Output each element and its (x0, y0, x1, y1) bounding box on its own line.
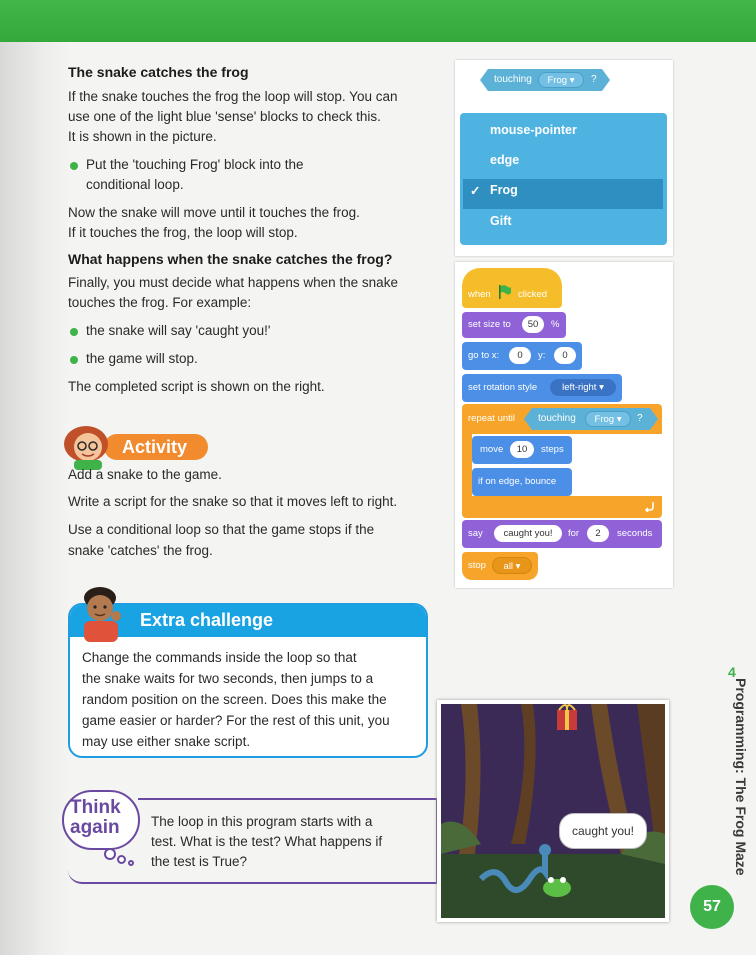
seconds-label: seconds (617, 528, 653, 539)
paragraph-line: If it touches the frog, the loop will stop. (68, 225, 298, 240)
thought-dot-icon (104, 848, 116, 860)
touching-dropdown[interactable]: Frog ▾ (538, 72, 584, 88)
paragraph-line: Now the snake will move until it touches the frog. (68, 205, 360, 220)
think-line: test. What is the test? What happens if (151, 834, 383, 849)
rotation-label: set rotation style (468, 382, 538, 393)
say-label: say (468, 528, 483, 539)
extra-challenge-body (82, 647, 417, 752)
heading-what-happens: What happens when the snake catches the frog? (68, 251, 393, 267)
activity-line: Write a script for the snake so that it moves left to right. (68, 494, 398, 509)
menu-item-frog[interactable]: Frog (490, 183, 518, 197)
set-size-label: set size to (468, 319, 511, 330)
think-word: Think (70, 797, 121, 818)
goto-label: go to x: (468, 350, 500, 361)
bullet-dot (70, 162, 78, 170)
repeat-until-foot (462, 496, 662, 518)
forest-scene (441, 704, 665, 918)
stop-dropdown[interactable]: all ▾ (492, 557, 532, 574)
green-flag-icon (498, 284, 512, 300)
paragraph-line: touches the frog. For example: (68, 295, 252, 310)
girl-avatar-icon (56, 420, 116, 470)
page-gutter (0, 0, 70, 955)
extra-line: random position on the screen. Does this make the (82, 692, 387, 707)
y-input[interactable]: 0 (554, 347, 576, 364)
menu-item-gift[interactable]: Gift (490, 214, 512, 228)
paragraph-line: The completed script is shown on the right. (68, 379, 325, 394)
page-number: 57 (690, 885, 734, 929)
paragraph-line: Finally, you must decide what happens when the snake (68, 275, 398, 290)
thought-dot-icon (128, 860, 134, 866)
thought-dot-icon (117, 855, 126, 864)
check-icon: ✓ (470, 184, 481, 198)
bounce-label: if on edge, bounce (478, 476, 557, 487)
game-stage (437, 700, 669, 922)
extra-line: the snake waits for two seconds, then jumps to a (82, 671, 374, 686)
menu-item-mouse-pointer[interactable]: mouse-pointer (490, 123, 577, 137)
size-input[interactable]: 50 (522, 316, 544, 333)
move-label: move (480, 444, 504, 455)
bullet-text: the snake will say 'caught you!' (86, 323, 271, 338)
frog-dropdown[interactable]: Frog ▾ (585, 411, 631, 427)
question-mark: ? (637, 413, 643, 424)
steps-label: steps (541, 444, 564, 455)
activity-line: Use a conditional loop so that the game stops if the (68, 522, 375, 537)
think-line: the test is True? (151, 854, 248, 869)
touching-label: touching (538, 413, 576, 424)
seconds-input[interactable]: 2 (587, 525, 609, 542)
paragraph-line: If the snake touches the frog the loop will stop. You can (68, 89, 398, 104)
paragraph-line: use one of the light blue 'sense' blocks to check this. (68, 109, 381, 124)
bullet-text: Put the 'touching Frog' block into the (86, 157, 304, 172)
boy-avatar-icon (70, 584, 140, 642)
repeat-until-arm (462, 434, 472, 504)
bullet-text: conditional loop. (86, 177, 184, 192)
rotation-dropdown[interactable]: left-right ▾ (550, 379, 616, 396)
x-input[interactable]: 0 (509, 347, 531, 364)
activity-line: Add a snake to the game. (68, 467, 222, 482)
percent-label: % (551, 319, 560, 330)
extra-line: game easier or harder? For the rest of this unit, you (82, 713, 390, 728)
activity-line: snake 'catches' the frog. (68, 543, 213, 558)
touching-dropdown-value: Frog (547, 75, 568, 86)
think-line: The loop in this program starts with a (151, 814, 373, 829)
question-mark: ? (591, 74, 597, 85)
heading-snake-catches-frog: The snake catches the frog (68, 64, 249, 80)
again-word: again (70, 817, 120, 838)
for-label: for (568, 528, 580, 539)
chapter-title-vertical (729, 664, 749, 876)
paragraph-line: It is shown in the picture. (68, 129, 217, 144)
rotation-value: left-right (562, 382, 597, 393)
stop-value: all (503, 561, 514, 572)
header-band (0, 0, 756, 42)
frog-dropdown-value: Frog (594, 414, 615, 425)
say-message-input[interactable]: caught you! (494, 525, 562, 542)
chapter-title: Programming: The Frog Maze (733, 678, 749, 876)
bullet-dot (70, 328, 78, 336)
dropdown-menu (460, 113, 667, 245)
touching-label: touching (494, 74, 532, 85)
extra-line: Change the commands inside the loop so that (82, 650, 357, 665)
extra-line: may use either snake script. (82, 734, 251, 749)
stop-label: stop (468, 560, 486, 571)
y-label: y: (538, 350, 546, 361)
activity-label: Activity (104, 434, 208, 460)
bullet-text: the game will stop. (86, 351, 198, 366)
extra-challenge-title: Extra challenge (140, 610, 274, 630)
clicked-label: clicked (518, 289, 548, 300)
loop-arrow-icon (644, 500, 656, 512)
repeat-until-label: repeat until (468, 413, 516, 424)
bullet-dot (70, 356, 78, 364)
menu-item-edge[interactable]: edge (490, 153, 520, 167)
chapter-number: 4 (728, 664, 736, 680)
speech-bubble: caught you! (559, 813, 647, 849)
when-label: when (468, 289, 491, 300)
steps-input[interactable]: 10 (510, 441, 534, 458)
think-again-text (151, 812, 421, 872)
